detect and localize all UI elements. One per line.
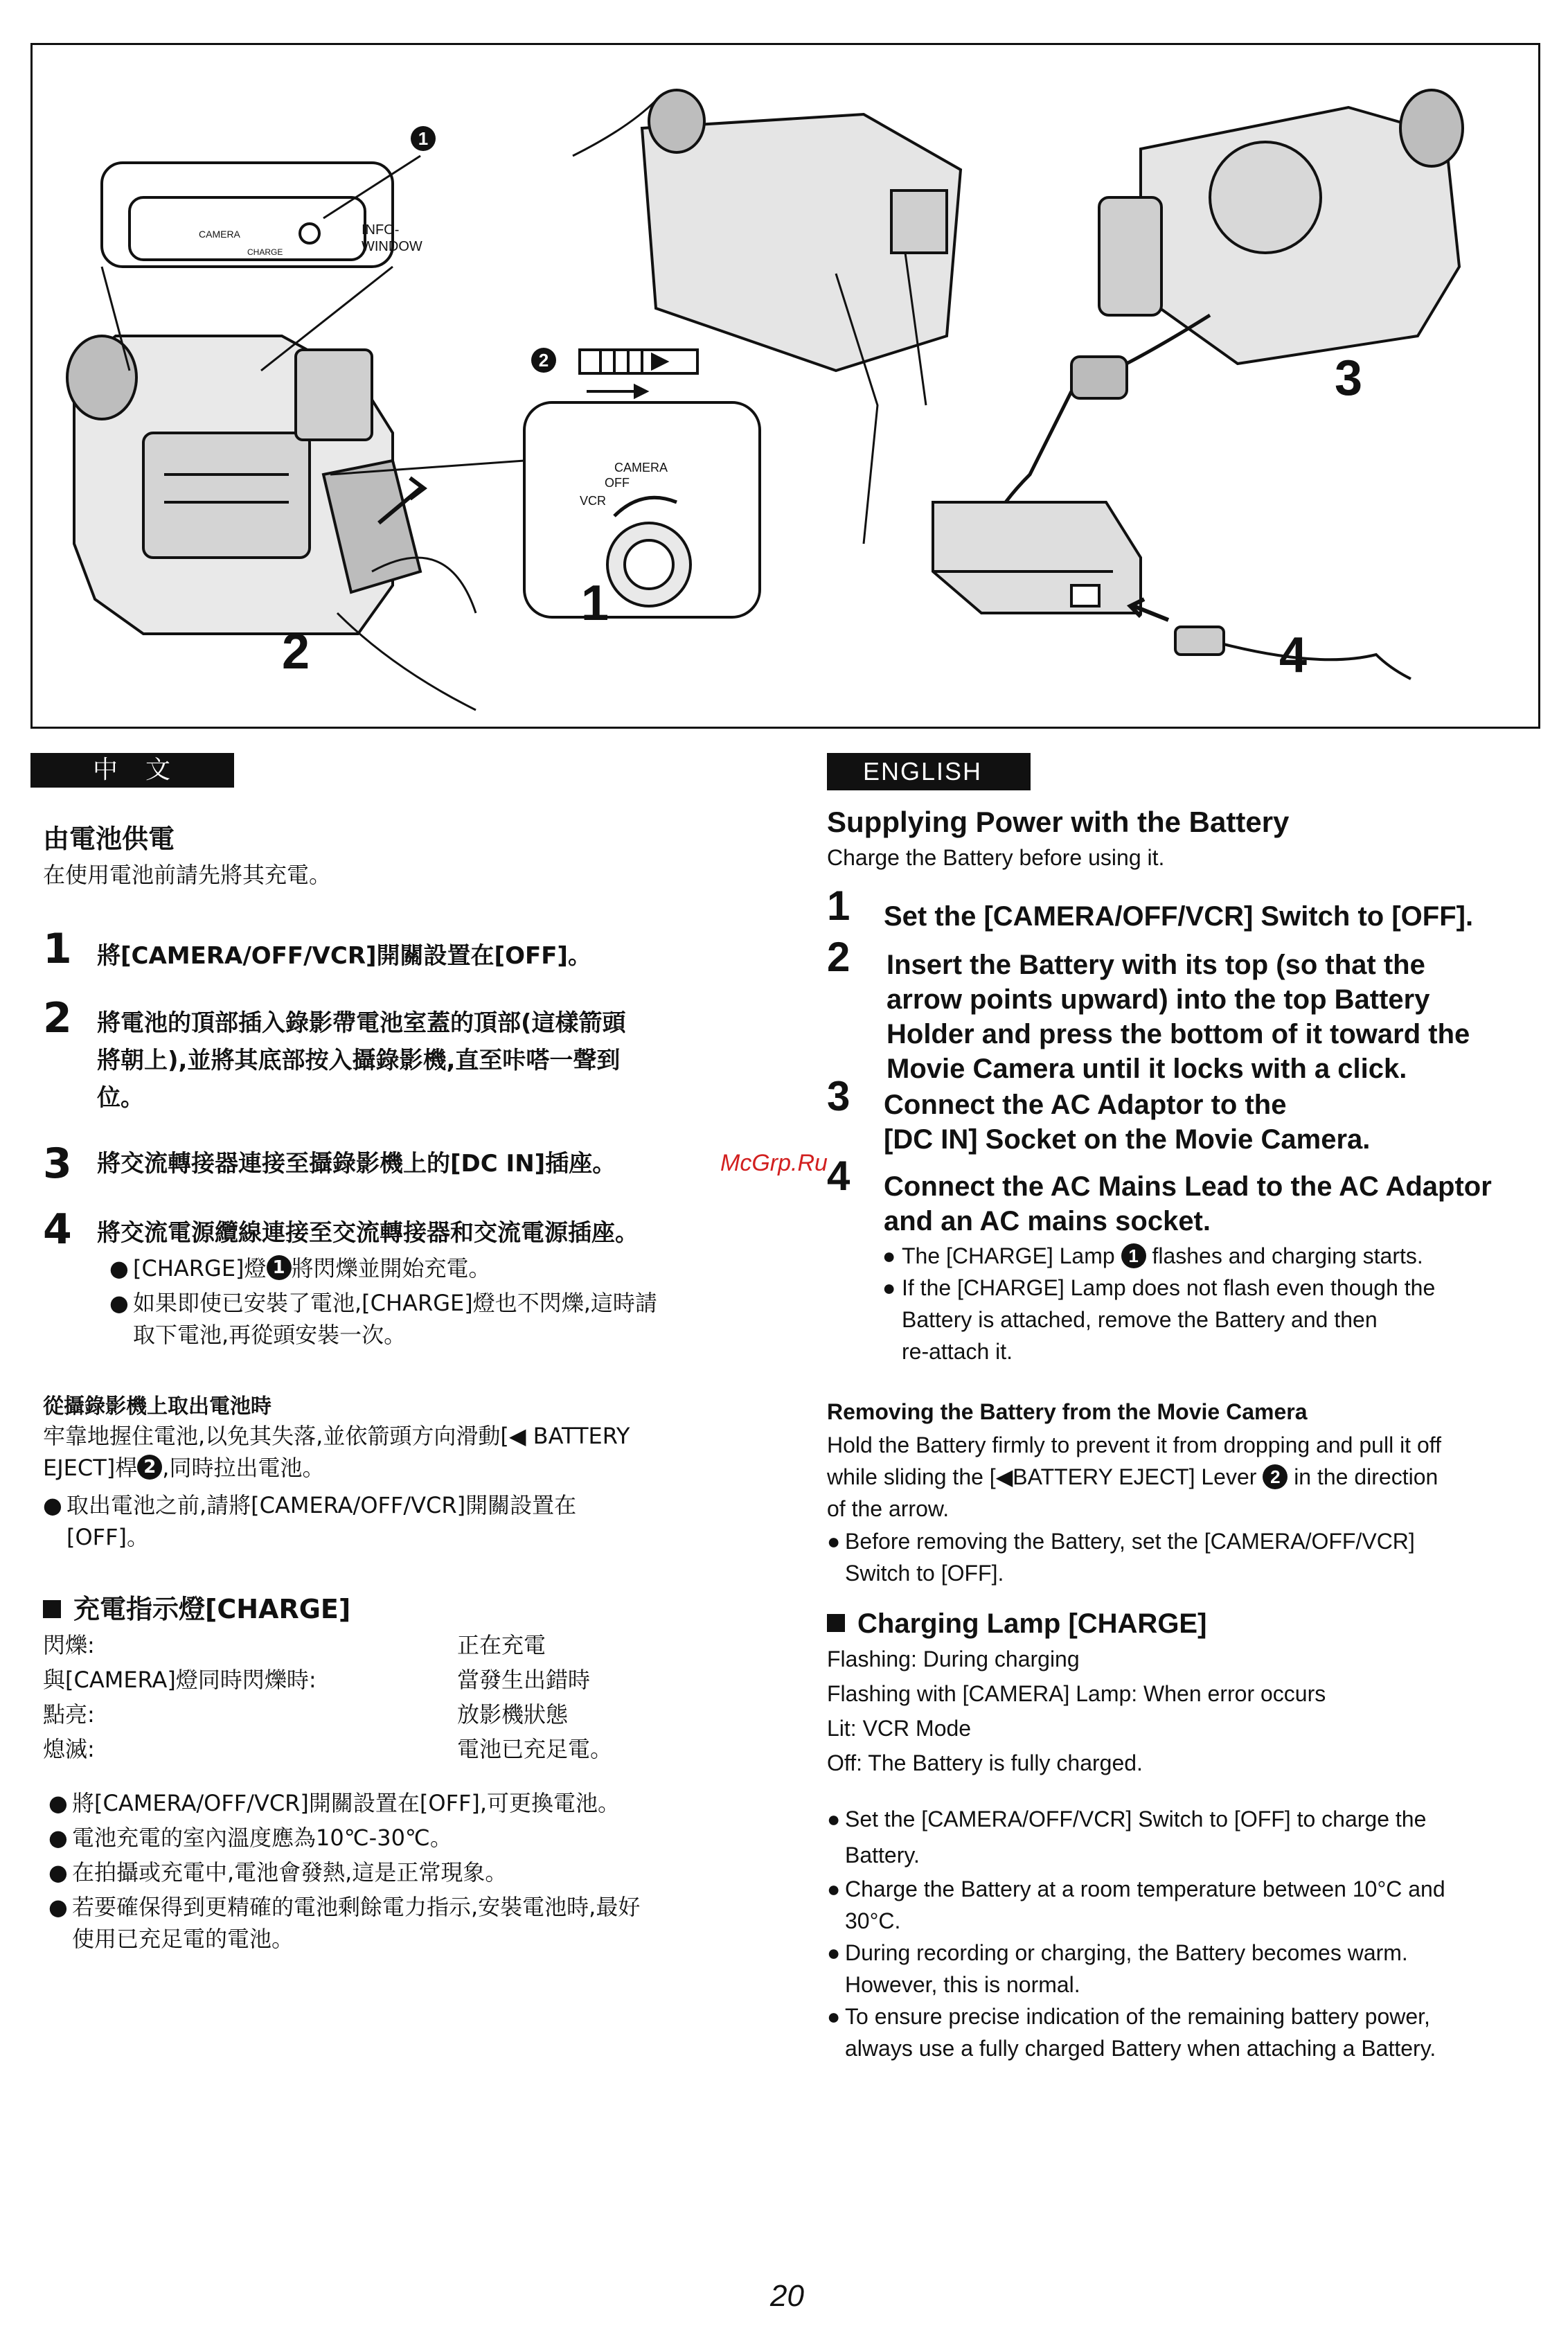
en-remove-bullet: ● Before removing the Battery, set the [CAMERA/OFF/VCR] Switch to [OFF]. [827, 1529, 1415, 1586]
zh-step-3-text: 將交流轉接器連接至攝錄影機上的[DC IN]插座。 [97, 1150, 616, 1178]
english-section-tag: ENGLISH [827, 753, 1031, 790]
en-step-4-text: Connect the AC Mains Lead to the AC Adaptor and an AC mains socket. [884, 1171, 1492, 1236]
dial-camera-label: CAMERA [614, 461, 668, 474]
zh-remove-text: 牢靠地握住電池,以免其失落,並依箭頭方向滑動[◀ BATTERY EJECT]桿 2 ,同時拉出電池。 [43, 1423, 630, 1481]
zh-title: 由電池供電 [43, 824, 175, 854]
zh-note-1: ● 將[CAMERA/OFF/VCR]開關設置在[OFF],可更換電池。 [48, 1790, 621, 1816]
zh-step-4-number: 4 [43, 1205, 72, 1254]
en-charge-title: Charging Lamp [CHARGE] [827, 1608, 1206, 1640]
en-intro: Charge the Battery before using it. [827, 845, 1165, 870]
callout-2: 2 [531, 350, 556, 375]
en-step-4-number: 4 [827, 1153, 850, 1199]
zh-intro: 在使用電池前請先將其充電。 [43, 862, 332, 888]
en-charge-lines: Flashing: During charging Flashing with [CAMERA] Lamp: When error occurs Lit: VCR Mode Off: The Battery is fully charged. [827, 1647, 1326, 1775]
zh-note-4: ● 若要確保得到更精確的電池剩餘電力指示,安裝電池時,最好 使用已充足電的電池。 [48, 1894, 641, 1952]
en-step-1-text: Set the [CAMERA/OFF/VCR] Switch to [OFF]. [884, 901, 1474, 932]
illustration-panel [30, 43, 1540, 729]
en-step-2-text: Insert the Battery with its top (so that the arrow points upward) into the top Battery Holder and press the bottom of it toward the Movie Camera until it locks with a click. [887, 950, 1470, 1084]
en-note-1: ● Set the [CAMERA/OFF/VCR] Switch to [OFF] to charge the Battery. [827, 1807, 1427, 1868]
en-note-2: ● Charge the Battery at a room temperature between 10°C and 30°C. [827, 1877, 1445, 1933]
zh-step-3-number: 3 [43, 1139, 72, 1188]
square-bullet-icon [43, 1600, 61, 1618]
zh-charge-row-4-val: 電池已充足電。 [457, 1736, 613, 1762]
zh-charge-row-4-key: 熄滅: [43, 1736, 95, 1762]
zh-step-4-bullet-1: ● [CHARGE]燈 1 將閃爍並開始充電。 [109, 1255, 491, 1281]
figure-number-4: 4 [1279, 628, 1308, 683]
zh-note-2: ● 電池充電的室內溫度應為10℃-30℃。 [48, 1825, 452, 1851]
zh-step-2-number: 2 [43, 994, 72, 1043]
dial-vcr-label: VCR [580, 494, 607, 508]
camera-battery-illustration [33, 45, 1538, 727]
zh-step-4-bullet-2: ● 如果即使已安裝了電池,[CHARGE]燈也不閃爍,這時請 取下電池,再從頭安裝一次。 [109, 1290, 657, 1348]
en-step-3-text: Connect the AC Adaptor to the [DC IN] Socket on the Movie Camera. [884, 1090, 1371, 1155]
lamp-camera-label: CAMERA [199, 229, 240, 240]
zh-charge-row-2-key: 與[CAMERA]燈同時閃爍時: [43, 1667, 317, 1693]
en-title: Supplying Power with the Battery [827, 806, 1290, 838]
lamp-charge-label: CHARGE [247, 247, 283, 257]
zh-remove-title: 從攝錄影機上取出電池時 [43, 1394, 271, 1419]
en-note-3: ● During recording or charging, the Battery becomes warm. However, this is normal. [827, 1940, 1408, 1997]
zh-step-2-text: 將電池的頂部插入錄影帶電池室蓋的頂部(這樣箭頭 將朝上),並將其底部按入攝錄影機,直至咔嗒一聲到 位。 [97, 1009, 626, 1112]
zh-charge-row-1-val: 正在充電 [457, 1632, 546, 1658]
zh-charge-title: 充電指示燈[CHARGE] [43, 1588, 350, 1626]
zh-charge-row-2-val: 當發生出錯時 [457, 1667, 591, 1693]
en-remove-title: Removing the Battery from the Movie Camera [827, 1399, 1308, 1424]
zh-charge-row-3-val: 放影機狀態 [457, 1701, 569, 1728]
en-step-4-bullet-2: ● If the [CHARGE] Lamp does not flash even though the Battery is attached, remove the Battery and then re-attach it. [882, 1275, 1436, 1364]
square-bullet-icon [827, 1614, 845, 1632]
figure-number-1: 1 [581, 576, 609, 631]
en-note-4: ● To ensure precise indication of the remaining battery power, always use a fully charged Battery when attaching a Battery. [827, 2004, 1436, 2061]
info-window-label: INFO- WINDOW [362, 222, 422, 254]
en-step-2-number: 2 [827, 934, 850, 980]
zh-charge-row-1-key: 閃爍: [43, 1632, 95, 1658]
figure-number-2: 2 [282, 624, 310, 680]
dial-off-label: OFF [605, 476, 630, 490]
zh-step-1-number: 1 [43, 925, 72, 973]
callout-1: 1 [411, 128, 436, 153]
zh-step-4-text: 將交流電源纜線連接至交流轉接器和交流電源插座。 [97, 1219, 639, 1247]
zh-charge-row-3-key: 點亮: [43, 1701, 95, 1728]
zh-step-1-text: 將[CAMERA/OFF/VCR]開關設置在[OFF]。 [97, 942, 591, 970]
zh-remove-bullet: ● 取出電池之前,請將[CAMERA/OFF/VCR]開關設置在 [OFF]。 [43, 1492, 577, 1550]
zh-note-3: ● 在拍攝或充電中,電池會發熱,這是正常現象。 [48, 1859, 508, 1886]
en-step-3-number: 3 [827, 1073, 850, 1119]
page-number: 20 [770, 2279, 804, 2313]
en-step-4-bullet-1: ● The [CHARGE] Lamp 1 flashes and charging starts. [882, 1243, 1423, 1268]
chinese-section-tag: 中 文 [30, 753, 234, 788]
en-remove-text: Hold the Battery firmly to prevent it from dropping and pull it off while sliding the [◀BATTERY EJECT] Lever 2 in the direction of the arrow. [827, 1432, 1441, 1521]
watermark: McGrp.Ru [720, 1150, 828, 1176]
figure-number-3: 3 [1335, 351, 1363, 406]
en-step-1-number: 1 [827, 882, 850, 929]
